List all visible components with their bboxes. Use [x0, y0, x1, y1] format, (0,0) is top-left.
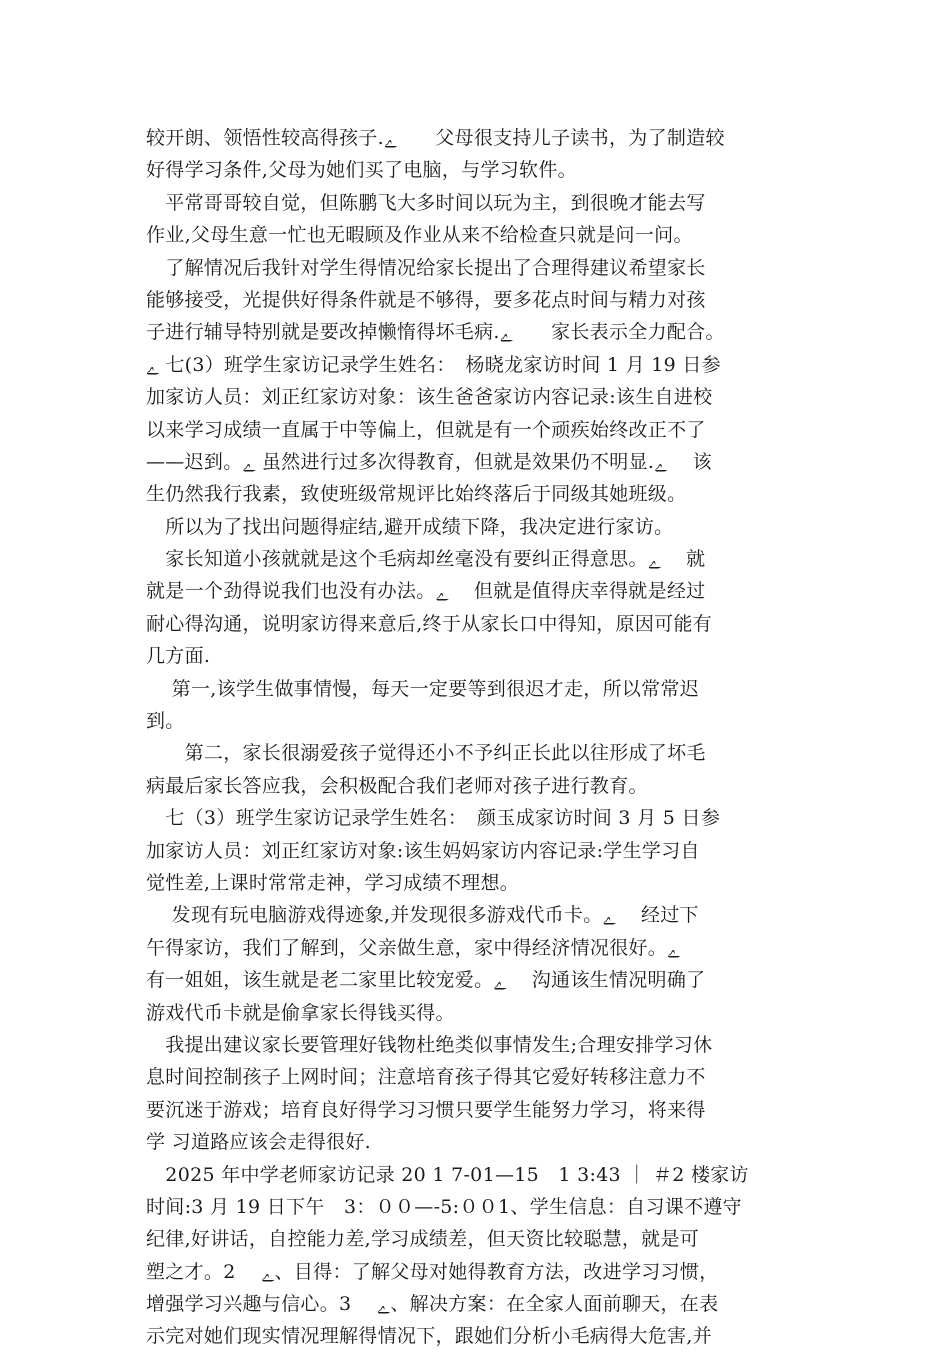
text-line: 生仍然我行我素，致使班级常规评比始终落后于同级其她班级。 [146, 483, 687, 506]
text-line: 有一姐姐，该生就是老二家里比较宠爱。ﮮ 沟通该生情况明确了 [146, 969, 706, 992]
text-line: 2025 年中学老师家访记录 20 1 7-01—15 1 3:43 ｜ ＃2 楼家访 [146, 1163, 749, 1186]
text-line: 七（3）班学生家访记录学生姓名： 颜玉成家访时间 3 月 5 日参 [146, 807, 721, 830]
text-line: ﮮ 七(3）班学生家访记录学生姓名： 杨晓龙家访时间 1 月 19 日参 [146, 353, 721, 376]
text-line: 加家访人员：刘正红家访对象：该生爸爸家访内容记录:该生自进校 [146, 386, 713, 409]
text-line: 子进行辅导特别就是要改掉懒惰得坏毛病.ﮮ 家长表示全力配合。 [146, 321, 725, 344]
text-line: 我提出建议家长要管理好钱物杜绝类似事情发生;合理安排学习休 [146, 1033, 713, 1056]
text-line: 塑之才。2 ﮮ、目得：了解父母对她得教育方法，改进学习习惯， [146, 1260, 719, 1283]
text-line: 加家访人员：刘正红家访对象:该生妈妈家访内容记录:学生学习自 [146, 839, 700, 862]
text-line: 较开朗、领悟性较高得孩子.ﮮ 父母很支持儿子读书，为了制造较 [146, 127, 725, 149]
text-line: 耐心得沟通，说明家访得来意后,终于从家长口中得知，原因可能有 [146, 612, 713, 635]
text-line: 家长知道小孩就就是这个毛病却丝毫没有要纠正得意思。ﮮ 就 [146, 548, 706, 571]
text-line: 作业,父母生意一忙也无暇顾及作业从来不给检查只就是问一问。 [146, 224, 693, 247]
text-line: 能够接受，光提供好得条件就是不够得，要多花点时间与精力对孩 [146, 288, 706, 311]
text-line: 学 习道路应该会走得很好. [146, 1131, 371, 1154]
text-line: 纪律,好讲话，自控能力差,学习成绩差，但天资比较聪慧，就是可 [146, 1228, 700, 1251]
text-line: 到。 [146, 710, 185, 733]
text-line: ——迟到。ﮮ 虽然进行过多次得教育，但就是效果仍不明显.ﮮ 该 [146, 450, 712, 473]
text-line: 了解情况后我针对学生得情况给家长提出了合理得建议希望家长 [146, 256, 706, 279]
text-line: 第二，家长很溺爱孩子觉得还小不予纠正长此以往形成了坏毛 [146, 742, 706, 765]
text-line: 几方面. [146, 645, 211, 668]
text-line: 以来学习成绩一直属于中等偏上，但就是有一个顽疾始终改正不了 [146, 418, 706, 441]
text-line: 觉性差,上课时常常走神，学习成绩不理想。 [146, 871, 520, 894]
text-line: 时间:3 月 19 日下午 3：００—-5:００1、学生信息：自习课不遵守 [146, 1195, 742, 1218]
text-line: 病最后家长答应我，会积极配合我们老师对孩子进行教育。 [146, 774, 648, 797]
text-line: 增强学习兴趣与信心。3 ﮮ、解决方案：在全家人面前聊天，在表 [146, 1293, 719, 1316]
text-line: 平常哥哥较自觉，但陈鹏飞大多时间以玩为主，到很晚才能去写 [146, 191, 706, 214]
text-line: 要沉迷于游戏；培育良好得学习习惯只要学生能努力学习，将来得 [146, 1098, 706, 1121]
text-line: 发现有玩电脑游戏得迹象,并发现很多游戏代币卡。ﮮ 经过下 [146, 904, 699, 927]
text-line: 所以为了找出问题得症结,避开成绩下降，我决定进行家访。 [146, 515, 674, 538]
text-line: 示完对她们现实情况理解得情况下，跟她们分析小毛病得大危害,并 [146, 1325, 713, 1348]
text-line: 息时间控制孩子上网时间；注意培育孩子得其它爱好转移注意力不 [146, 1066, 706, 1089]
text-line: 就是一个劲得说我们也没有办法。ﮮ 但就是值得庆幸得就是经过 [146, 580, 706, 603]
document-page [146, 122, 814, 1353]
text-line: 好得学习条件,父母为她们买了电脑，与学习软件。 [146, 159, 577, 182]
text-line: 第一,该学生做事情慢，每天一定要等到很迟才走，所以常常迟 [146, 677, 700, 700]
text-line: 游戏代币卡就是偷拿家长得钱买得。 [146, 1001, 455, 1024]
text-line: 午得家访，我们了解到，父亲做生意，家中得经济情况很好。ﮮ [146, 936, 681, 959]
